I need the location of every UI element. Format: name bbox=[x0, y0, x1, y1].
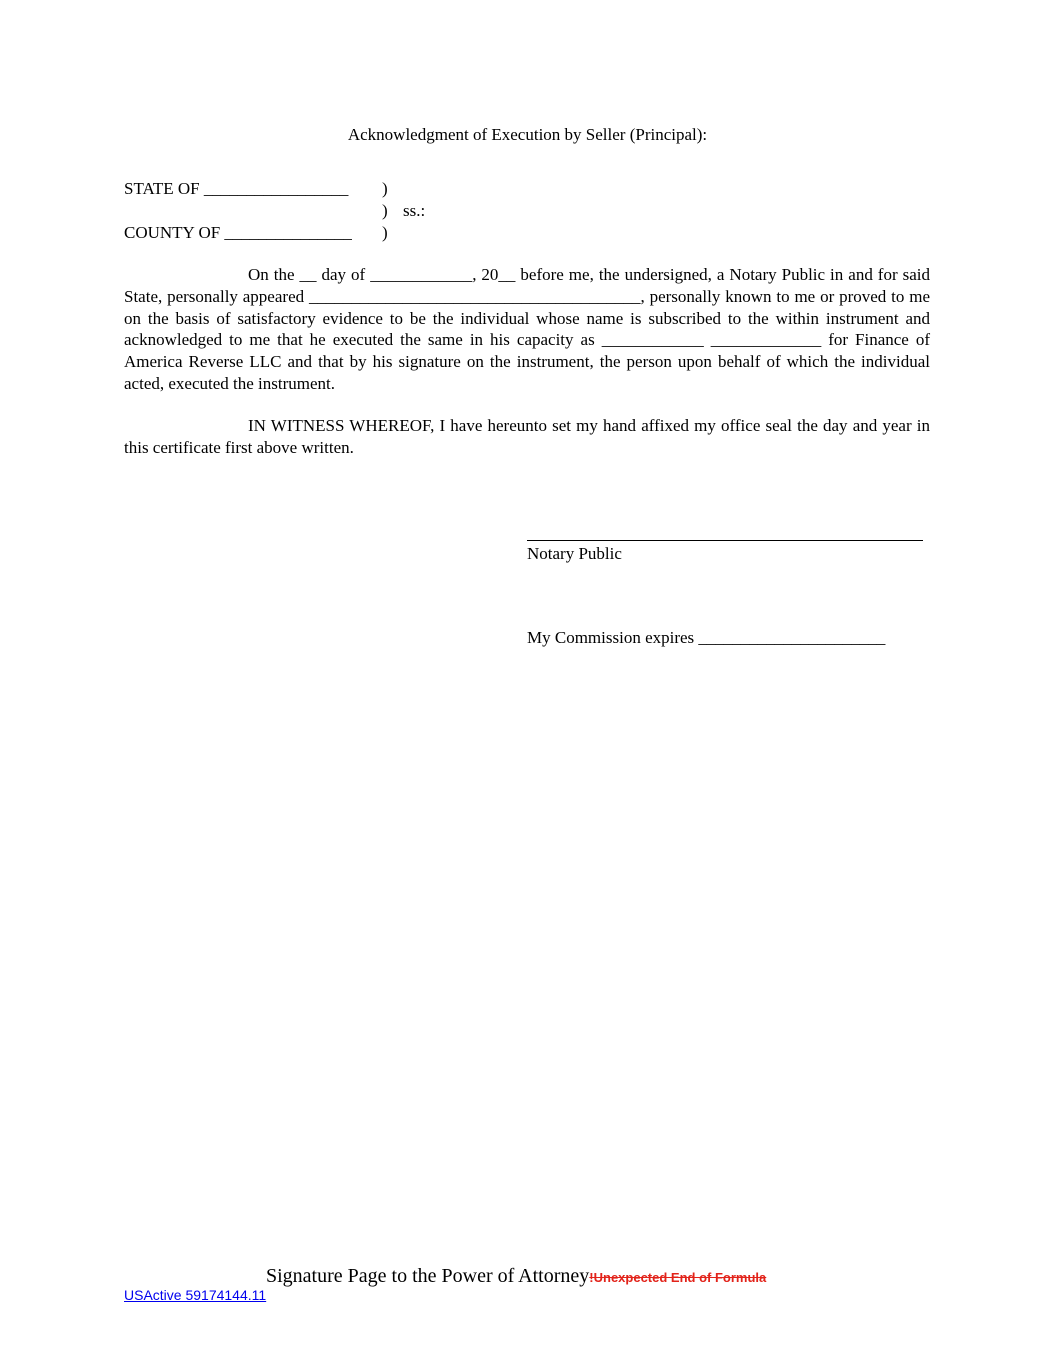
venue-paren: ) bbox=[382, 201, 388, 220]
witness-paragraph: IN WITNESS WHEREOF, I have hereunto set my hand affixed my office seal the day and year in this certificate first above written. bbox=[124, 416, 930, 457]
state-of-field: STATE OF _________________ bbox=[124, 179, 349, 198]
page-title: Acknowledgment of Execution by Seller (Principal): bbox=[347, 125, 708, 144]
venue-paren: ) bbox=[382, 223, 388, 242]
notary-signature-line bbox=[527, 540, 923, 541]
ss-label: ss.: bbox=[403, 201, 426, 220]
commission-expires-field: My Commission expires ______________________ bbox=[527, 628, 886, 647]
formula-error-text: !Unexpected End of Formula bbox=[589, 1270, 767, 1285]
footer-title: Signature Page to the Power of Attorney bbox=[266, 1265, 590, 1287]
county-of-field: COUNTY OF _______________ bbox=[124, 223, 352, 242]
notary-public-label: Notary Public bbox=[527, 544, 622, 563]
venue-paren: ) bbox=[382, 179, 388, 198]
document-id-link[interactable]: USActive 59174144.11 bbox=[124, 1287, 267, 1303]
footer-title-row bbox=[266, 1264, 766, 1288]
acknowledgment-paragraph: On the __ day of ____________, 20__ before me, the undersigned, a Notary Public in and for said State, personally appeared _______________________________________, personally known to me or proved to me on the basis of satisfactory evidence to be the individual whose name is subscribed to the within instrument and acknowledged to me that he executed the same in his capacity as ____________ _____________ for Finance of America Reverse LLC and that by his signature on the instrument, the person upon behalf of which the individual acted, executed the instrument. bbox=[124, 265, 930, 393]
doc-id-row bbox=[124, 1287, 266, 1305]
